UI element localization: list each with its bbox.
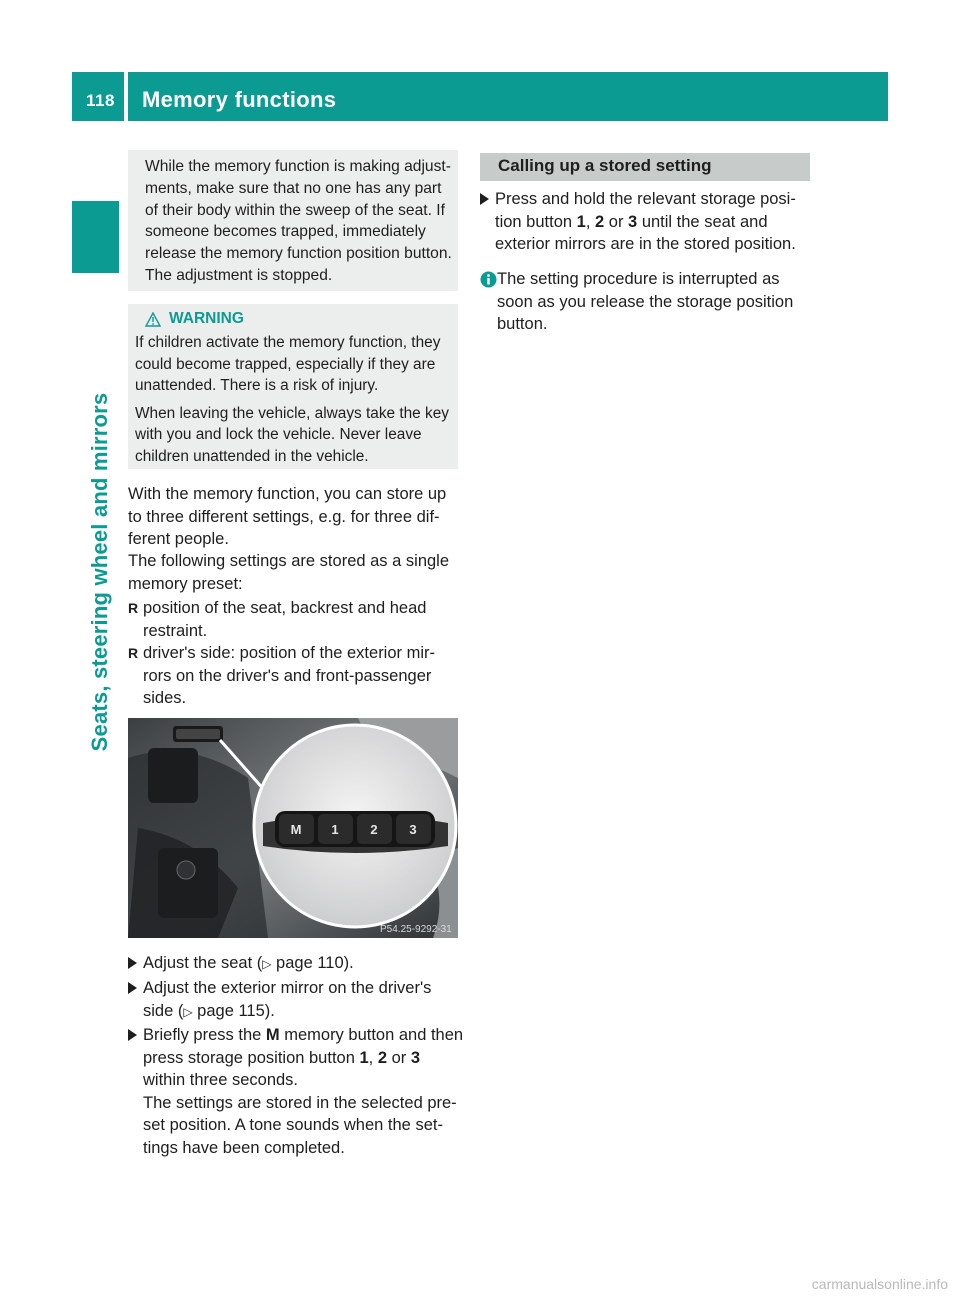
m-key: M bbox=[265, 1026, 280, 1044]
page-header bbox=[72, 72, 888, 121]
step-arrow-icon bbox=[128, 957, 137, 969]
memory-m-label: M bbox=[290, 822, 302, 837]
step-item bbox=[128, 952, 461, 975]
memory-1-label: 1 bbox=[331, 822, 339, 837]
key-3: 3 bbox=[410, 1048, 421, 1067]
calling-heading-bar bbox=[480, 153, 810, 181]
bullet-mark: R bbox=[128, 600, 139, 616]
side-tab-label: Seats, steering wheel and mirrors bbox=[87, 392, 112, 752]
key-1: 1 bbox=[576, 212, 586, 231]
step-text: page 110). bbox=[271, 954, 354, 972]
bullet-mark: R bbox=[128, 645, 139, 661]
step-text: within three seconds. bbox=[143, 1071, 299, 1089]
step-text: or bbox=[604, 212, 629, 231]
memory-2-label: 2 bbox=[370, 822, 378, 837]
watermark: carmanualsonline.info bbox=[811, 1276, 948, 1292]
step-item bbox=[128, 977, 461, 1023]
step-text: , bbox=[585, 212, 596, 231]
side-tab-marker bbox=[72, 201, 119, 273]
step-text: page 115). bbox=[192, 1001, 275, 1020]
key-1: 1 bbox=[359, 1048, 369, 1067]
warning-triangle-icon bbox=[145, 312, 161, 327]
step-arrow-icon bbox=[480, 193, 489, 205]
info-icon bbox=[480, 271, 497, 288]
key-2: 2 bbox=[595, 212, 605, 231]
step-text: Press and hold the relevant storage posi-tion button bbox=[495, 190, 796, 231]
step-item bbox=[128, 1024, 464, 1157]
step-arrow-icon bbox=[128, 1029, 137, 1041]
page-number: 118 bbox=[86, 91, 115, 110]
step-text: , bbox=[368, 1048, 378, 1067]
warning-box bbox=[128, 304, 458, 469]
step-text: until the seat and exterior mirrors are in the stored position. bbox=[495, 212, 796, 253]
step-note: The settings are stored in the selected pre-set position. A tone sounds when the set-tings have been completed. bbox=[143, 1093, 457, 1157]
step-text: Adjust the seat ( bbox=[143, 954, 263, 972]
step-text: or bbox=[387, 1048, 411, 1067]
warning-title: WARNING bbox=[169, 310, 244, 327]
header-divider bbox=[124, 72, 128, 121]
memory-3-label: 3 bbox=[409, 822, 417, 837]
step-item bbox=[480, 188, 813, 258]
key-2: 2 bbox=[377, 1048, 388, 1067]
memory-buttons-photo bbox=[128, 718, 458, 938]
safety-note-box bbox=[128, 150, 458, 291]
photo-code: P54.25-9292-31 bbox=[380, 924, 452, 935]
settings-paragraph: The following settings are stored as a single memory preset: bbox=[128, 552, 450, 593]
step-text: memory button and then press storage position button bbox=[143, 1026, 464, 1067]
list-item bbox=[128, 642, 461, 710]
step-text: Adjust the exterior mirror on the driver's side ( bbox=[143, 979, 432, 1020]
page-ref-icon: ▷ bbox=[183, 1004, 193, 1019]
key-3: 3 bbox=[628, 212, 638, 231]
safety-note-text: While the memory function is making adjust-ments, make sure that no one has any part of their body within the sweep of the seat. If someone becomes trapped, immediately release the memory function position button. The adjustment is stopped. bbox=[145, 158, 452, 284]
warning-text-2: When leaving the vehicle, always take the key with you and lock the vehicle. Never leave children unattended in the vehicle. bbox=[135, 404, 449, 465]
step-text: Briefly press the bbox=[143, 1026, 266, 1044]
bullet-text: position of the seat, backrest and head restraint. bbox=[143, 599, 427, 640]
calling-heading: Calling up a stored setting bbox=[498, 156, 712, 175]
intro-paragraph: With the memory function, you can store up to three different settings, e.g. for three dif-ferent people. bbox=[128, 485, 447, 548]
bullet-text: driver's side: position of the exterior mir-rors on the driver's and front-passenger sides. bbox=[143, 644, 436, 707]
info-text: The setting procedure is interrupted as soon as you release the storage position button. bbox=[497, 270, 794, 333]
list-item bbox=[128, 597, 461, 642]
step-arrow-icon bbox=[128, 982, 137, 994]
warning-heading bbox=[145, 310, 244, 328]
warning-text-1: If children activate the memory function, they could become trapped, especially if they are unattended. There is a risk of injury. bbox=[135, 334, 441, 394]
page-ref-icon: ▷ bbox=[262, 957, 272, 971]
door-panel-illustration bbox=[128, 718, 458, 938]
section-title: Memory functions bbox=[142, 87, 337, 112]
